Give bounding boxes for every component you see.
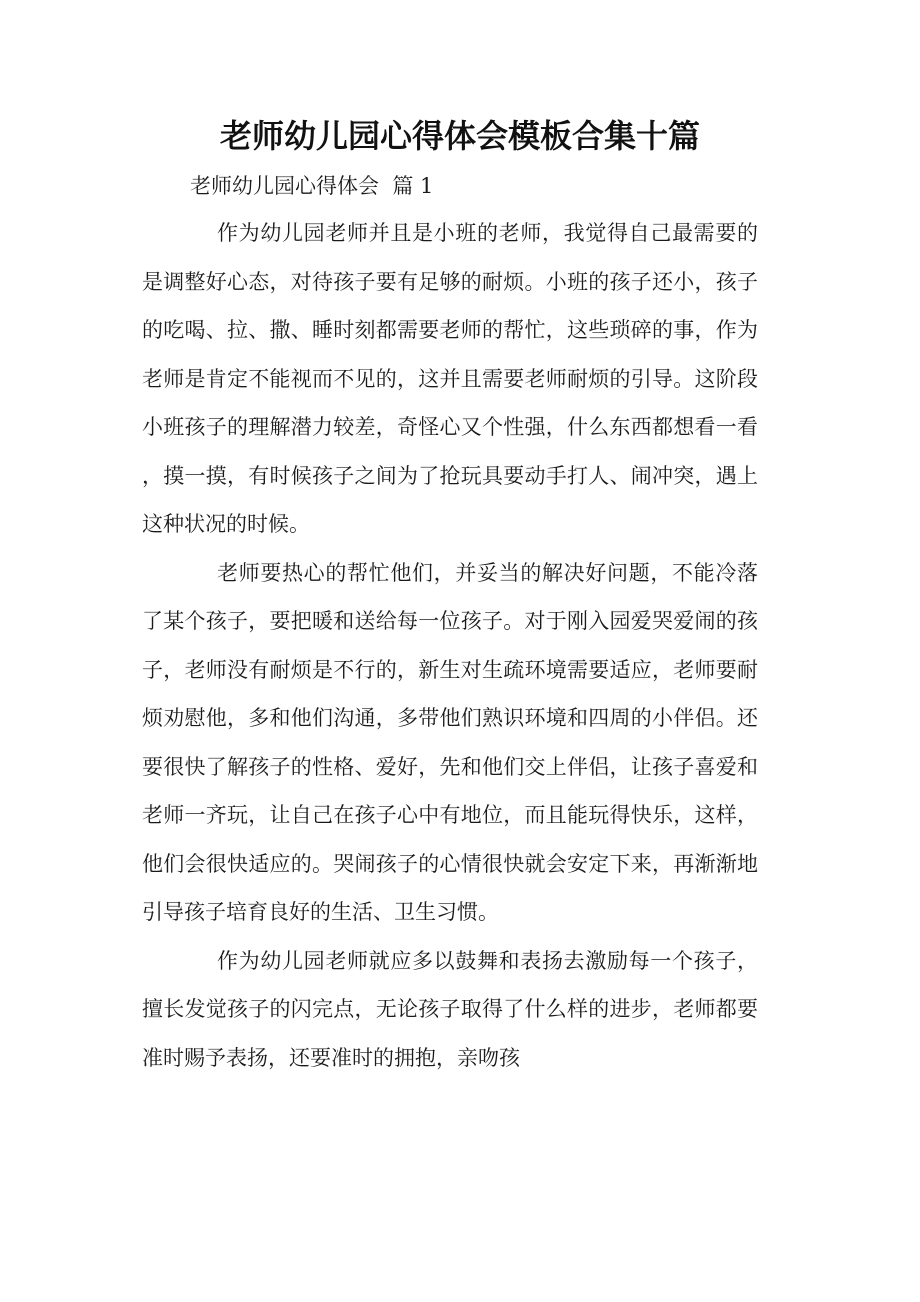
paragraph-1: 作为幼儿园老师并且是小班的老师，我觉得自己最需要的是调整好心态，对待孩子要有足够的耐烦。小班的孩子还小，孩子的吃喝、拉、撒、睡时刻都需要老师的帮忙，这些琐碎的事，作为老师是肯定不能视而不见的，这并且需要老师耐烦的引导。这阶段小班孩子的理解潜力较差，奇怪心又个性强，什么东西都想看一看，摸一摸，有时候孩子之间为了抢玩具要动手打人、闹冲突，遇上这种状况的时候。 <box>142 221 758 536</box>
section-heading: 老师幼儿园心得体会 篇 1 <box>190 174 434 198</box>
document-body <box>142 209 758 1082</box>
paragraph-2: 老师要热心的帮忙他们，并妥当的解决好问题，不能冷落了某个孩子，要把暖和送给每一位孩子。对于刚入园爱哭爱闹的孩子，老师没有耐烦是不行的，新生对生疏环境需要适应，老师要耐烦劝慰他，多和他们沟通，多带他们熟识环境和四周的小伴侣。还要很快了解孩子的性格、爱好，先和他们交上伴侣，让孩子喜爱和老师一齐玩，让自己在孩子心中有地位，而且能玩得快乐，这样，他们会很快适应的。哭闹孩子的心情很快就会安定下来，再渐渐地引导孩子培育良好的生活、卫生习惯。 <box>142 560 758 924</box>
document-title: 老师幼儿园心得体会模板合集十篇 <box>219 117 700 155</box>
paragraph-3: 作为幼儿园老师就应多以鼓舞和表扬去激励每一个孩子，擅长发觉孩子的闪完点，无论孩子取得了什么样的进步，老师都要准时赐予表扬，还要准时的拥抱，亲吻孩 <box>142 948 758 1070</box>
